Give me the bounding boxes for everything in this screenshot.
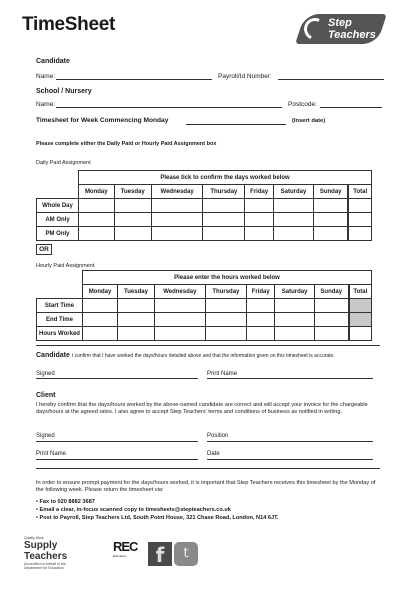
table-row [37,213,372,227]
hourly-table [36,270,372,341]
hourly-column-header: Monday [83,285,118,299]
hourly-entry-cell[interactable] [154,313,205,327]
client-print-label: Print Name [36,451,67,457]
hourly-column-header: Saturday [275,285,315,299]
hourly-entry-cell[interactable] [314,313,348,327]
hourly-column-header: Tuesday [118,285,155,299]
postcode-label: Postcode: [288,101,317,108]
rec-text: REC [113,539,138,554]
postcode-field[interactable] [320,107,382,108]
daily-row-label: AM Only [37,213,79,227]
daily-entry-cell[interactable] [245,199,274,213]
daily-table [36,170,372,241]
declaration-block [36,352,335,359]
hourly-entry-cell[interactable] [118,299,155,313]
client-text: I hereby confirm that the days/hours worked by the above-named candidate are correct and will accept your invoice for the chargeable days/hours at the agreed rates. I also agree to accept Step Teachers' terms and conditions of business as notified in writing. [36,402,368,416]
daily-entry-cell[interactable] [79,199,115,213]
quality-mark-logo [24,536,102,568]
hourly-entry-cell[interactable] [275,299,315,313]
hourly-entry-cell[interactable] [247,299,275,313]
declaration-heading: Candidate [36,352,70,359]
insert-date-note: (Insert date) [292,118,326,124]
daily-entry-cell[interactable] [348,227,371,241]
hourly-entry-cell[interactable] [118,327,155,341]
instruction-text: Please complete either the Daily Paid or Hourly Paid Assignment box [36,141,217,147]
bullet-fax: • Fax to 020 8882 3687 [36,499,95,505]
daily-entry-cell[interactable] [203,199,245,213]
client-date-label: Date [207,451,220,457]
hourly-entry-cell[interactable] [349,299,372,313]
qm-sub-text: Accredited on behalf of the Department for Education [24,562,66,570]
bullet-email: • Email a clear, in-focus scanned copy to timesheets@stepteachers.co.uk [36,507,231,513]
bullet-post: • Post to Payroll, Step Teachers Ltd, South Point House, 321 Chase Road, London, N14 6JT. [36,515,279,521]
daily-entry-cell[interactable] [314,213,349,227]
hourly-entry-cell[interactable] [349,313,372,327]
declaration-signed-label: Signed [36,371,55,377]
payroll-field[interactable] [278,79,384,80]
divider [36,468,380,469]
client-print-field[interactable] [36,459,198,460]
hourly-entry-cell[interactable] [314,327,348,341]
hourly-row-label: End Time [37,313,83,327]
daily-entry-cell[interactable] [79,213,115,227]
hourly-title: Hourly Paid Assignment [36,263,95,269]
hourly-column-header: Total [349,285,372,299]
table-row [37,227,372,241]
table-row [37,313,372,327]
daily-entry-cell[interactable] [348,199,371,213]
daily-entry-cell[interactable] [203,227,245,241]
candidate-name-field[interactable] [56,79,212,80]
daily-entry-cell[interactable] [114,213,151,227]
logo-text-teachers: Teachers [328,29,376,41]
daily-entry-cell[interactable] [245,213,274,227]
declaration-text: I confirm that I have worked the days/hours detailed above and that the information given on this timesheet is accurate. [71,353,335,359]
table-row [37,199,372,213]
daily-entry-cell[interactable] [314,227,349,241]
logo-text-step: Step [328,17,352,29]
daily-column-header: Sunday [314,185,349,199]
declaration-print-label: Print Name [207,371,238,377]
divider [36,345,380,346]
table-row [37,327,372,341]
declaration-signed-field[interactable] [36,378,198,379]
daily-column-header: Total [348,185,371,199]
or-label: OR [36,244,52,255]
daily-column-header: Tuesday [114,185,151,199]
daily-entry-cell[interactable] [151,199,202,213]
client-date-field[interactable] [207,459,373,460]
qm-small-text: Quality Mark [24,536,44,540]
daily-entry-cell[interactable] [273,199,313,213]
declaration-print-field[interactable] [207,378,373,379]
daily-title: Daily Paid Assignment [36,160,91,166]
hourly-entry-cell[interactable] [154,327,205,341]
daily-entry-cell[interactable] [245,227,274,241]
daily-column-header: Thursday [203,185,245,199]
candidate-heading: Candidate [36,58,70,65]
client-signed-field[interactable] [36,441,198,442]
daily-entry-cell[interactable] [151,213,202,227]
hourly-entry-cell[interactable] [83,327,118,341]
facebook-icon[interactable]: f [148,542,172,566]
twitter-icon[interactable]: t [174,542,198,566]
school-name-field[interactable] [56,107,282,108]
client-position-field[interactable] [207,441,373,442]
hourly-column-header: Thursday [205,285,247,299]
school-heading: School / Nursery [36,88,92,95]
hourly-entry-cell[interactable] [118,313,155,327]
hourly-entry-cell[interactable] [247,327,275,341]
hourly-entry-cell[interactable] [205,327,247,341]
client-heading: Client [36,392,56,399]
rec-logo [113,540,137,562]
client-signed-label: Signed [36,433,55,439]
payment-bullets [36,498,278,522]
client-position-label: Position [207,433,229,439]
daily-row-label: PM Only [37,227,79,241]
hourly-entry-cell[interactable] [205,313,247,327]
page-title: TimeSheet [22,14,116,35]
daily-entry-cell[interactable] [114,199,151,213]
qm-big-text: Supply Teachers [24,540,68,562]
daily-entry-cell[interactable] [79,227,115,241]
daily-column-header: Wednesday [151,185,202,199]
daily-column-header: Monday [79,185,115,199]
school-name-label: Name: [36,101,56,108]
daily-entry-cell[interactable] [348,213,371,227]
hourly-entry-cell[interactable] [154,299,205,313]
payment-text: In order to ensure prompt payment for the days/hours worked, it is important that Step Teachers receives this timesheet by the Monday of the following week. Please return the timesheet via: [36,480,376,494]
daily-column-header: Saturday [273,185,313,199]
hourly-column-header: Wednesday [154,285,205,299]
daily-entry-cell[interactable] [151,227,202,241]
hourly-entry-cell[interactable] [247,313,275,327]
daily-row-label: Whole Day [37,199,79,213]
hourly-entry-cell[interactable] [83,313,118,327]
daily-banner: Please tick to confirm the days worked below [79,171,372,185]
hourly-entry-cell[interactable] [275,313,315,327]
hourly-entry-cell[interactable] [83,299,118,313]
hourly-entry-cell[interactable] [349,327,372,341]
table-row [37,299,372,313]
hourly-entry-cell[interactable] [275,327,315,341]
daily-entry-cell[interactable] [273,213,313,227]
hourly-column-header: Sunday [314,285,348,299]
hourly-entry-cell[interactable] [314,299,348,313]
step-teachers-logo [300,14,382,44]
hourly-entry-cell[interactable] [205,299,247,313]
hourly-row-label: Start Time [37,299,83,313]
hourly-row-label: Hours Worked [37,327,83,341]
daily-entry-cell[interactable] [203,213,245,227]
daily-entry-cell[interactable] [114,227,151,241]
daily-entry-cell[interactable] [314,199,349,213]
daily-entry-cell[interactable] [273,227,313,241]
hourly-banner: Please enter the hours worked below [83,271,372,285]
daily-column-header: Friday [245,185,274,199]
week-date-field[interactable] [186,124,286,125]
week-label: Timesheet for Week Commencing Monday [36,117,169,124]
rec-sub-text: Education [113,554,127,558]
candidate-name-label: Name: [36,73,56,80]
hourly-column-header: Friday [247,285,275,299]
payroll-label: Payroll/Id Number: [218,73,272,80]
